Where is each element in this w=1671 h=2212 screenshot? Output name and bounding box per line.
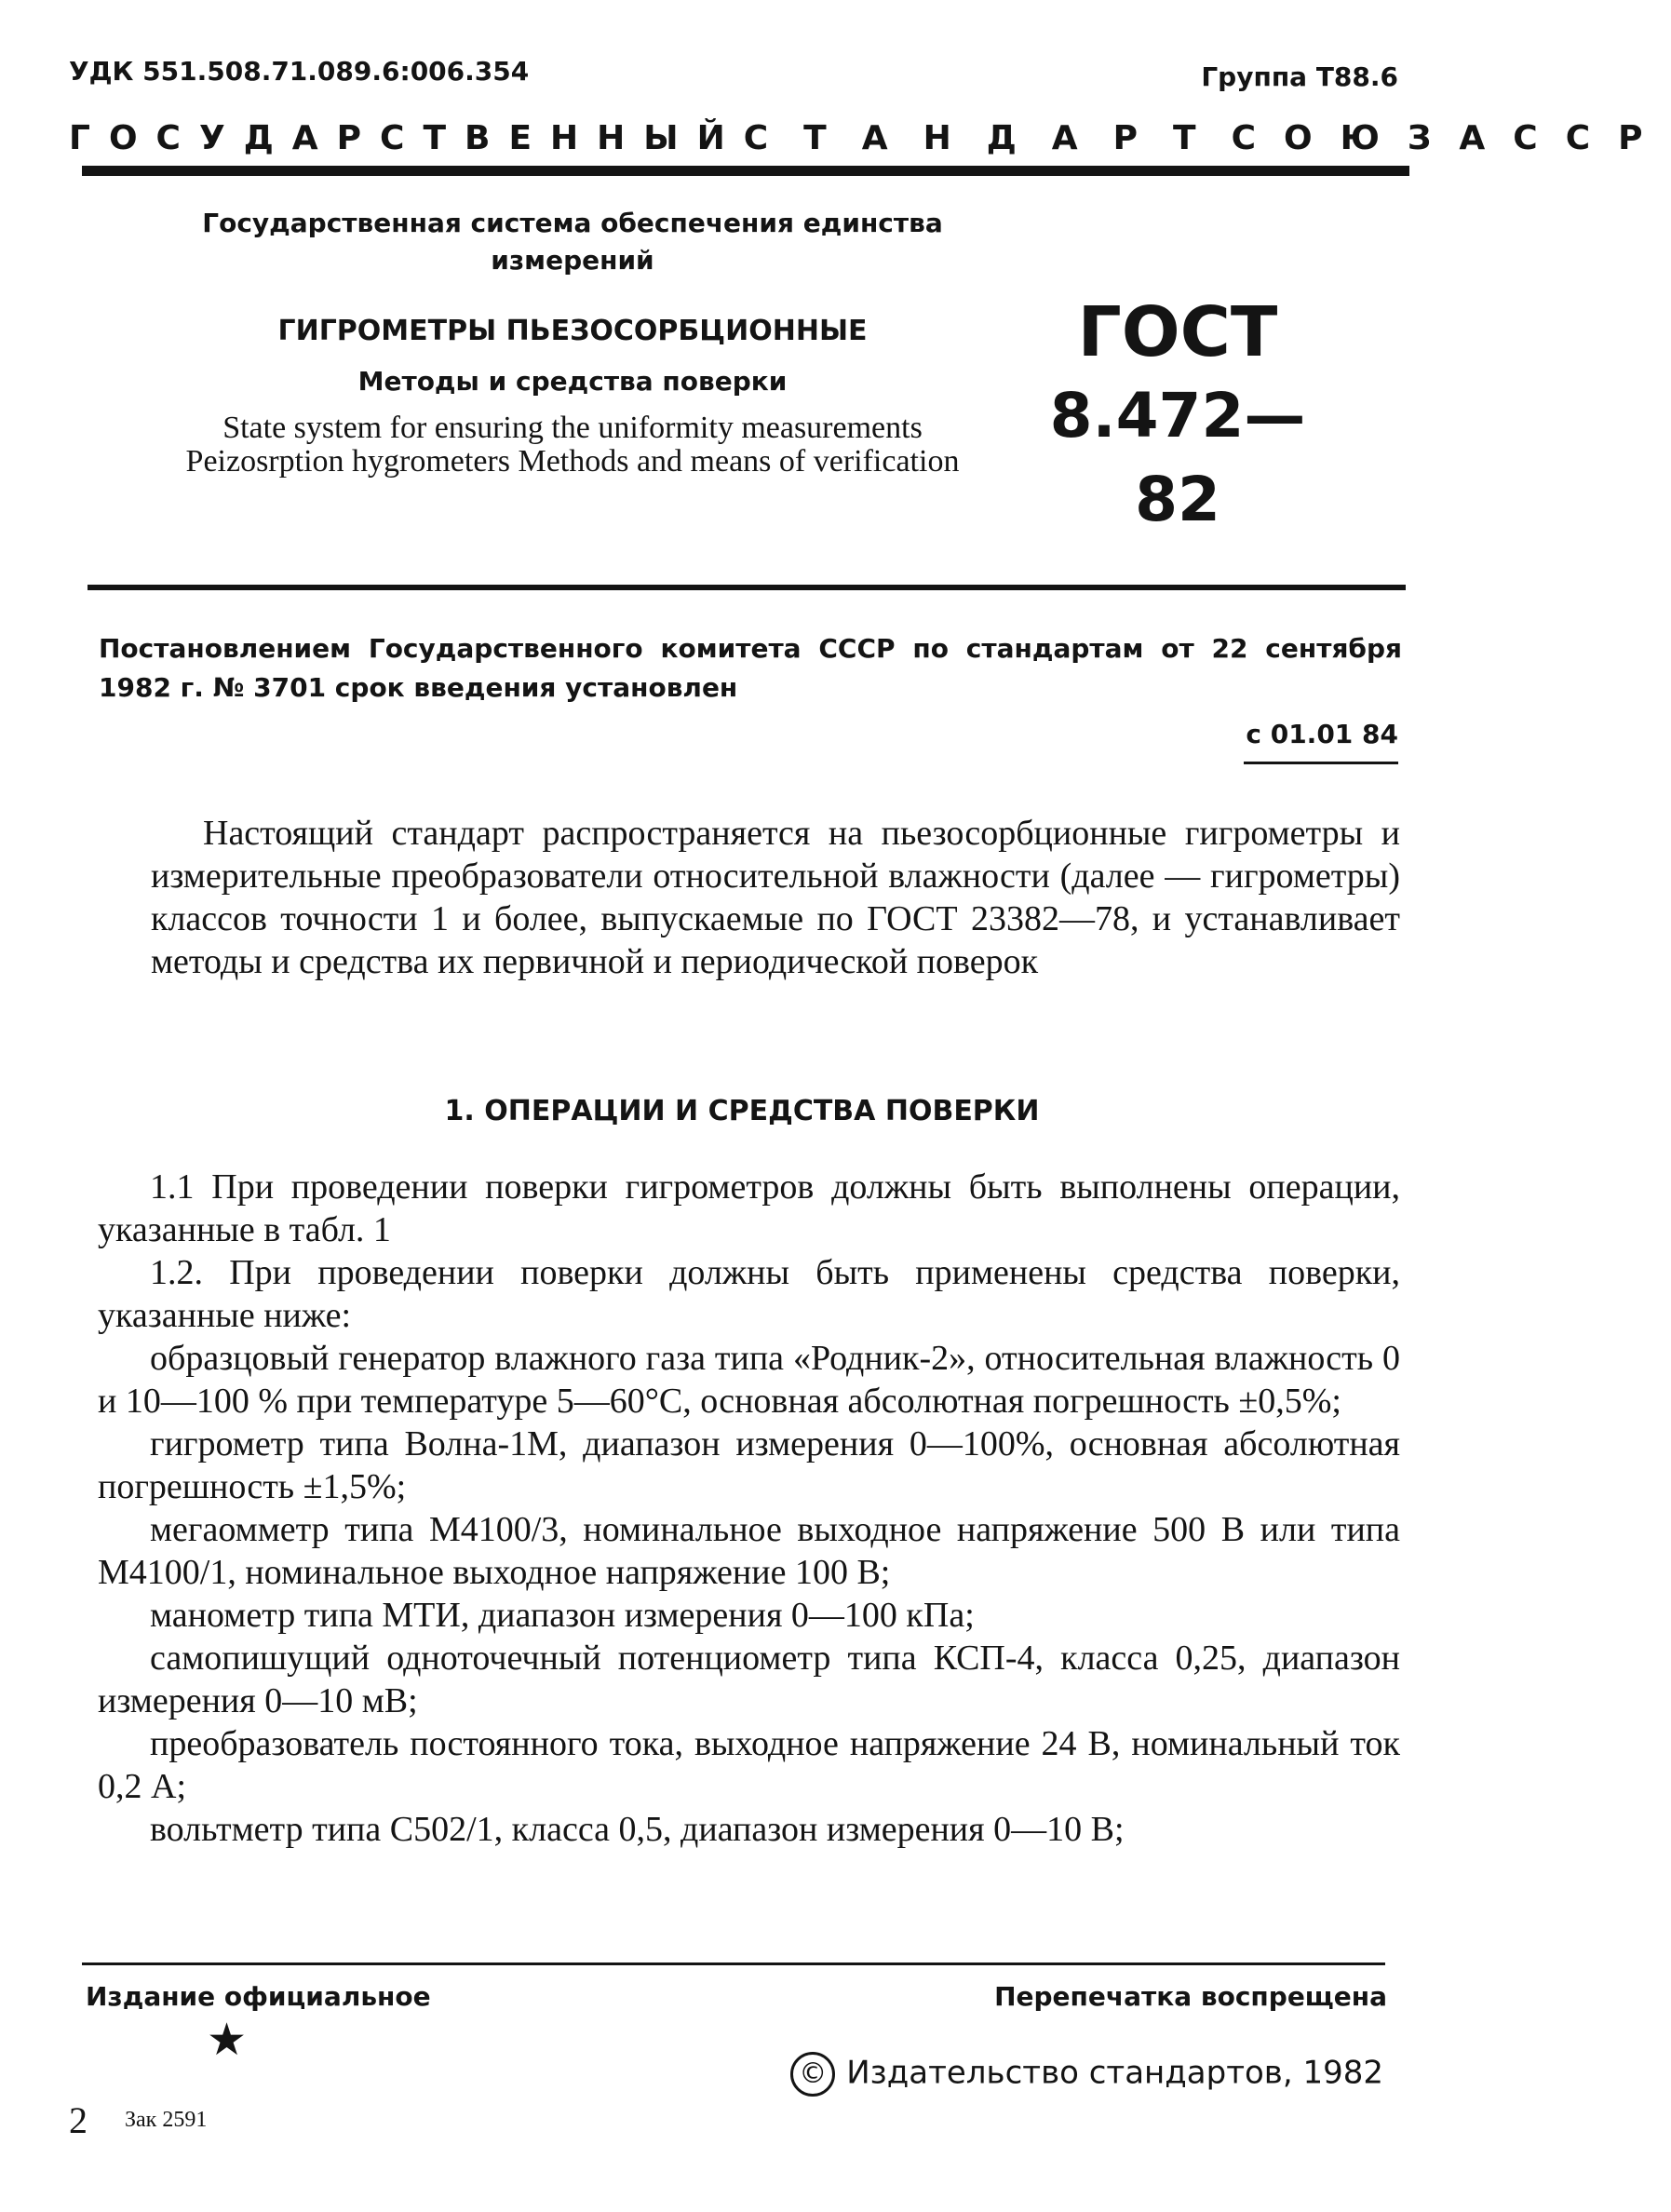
publisher-line — [790, 2052, 1383, 2097]
state-standard-banner — [69, 119, 1671, 157]
banner-word: СОЮЗА — [1231, 119, 1514, 157]
list-item: преобразователь постоянного тока, выходное напряжение 24 В, номинальный ток 0,2 А; — [98, 1724, 1400, 1806]
list-item: образцовый генератор влажного газа типа «Родник-2», относительная влажность 0 и 10—100 % при температуре 5—60°С, основная абсолютная погрешность ±0,5%; — [98, 1339, 1400, 1421]
decree-text: Постановлением Государственного комитета СССР по стандартам от 22 сентября 1982 г. № 3701 срок введения установлен — [99, 633, 1402, 703]
list-item: вольтметр типа С502/1, класса 0,5, диапазон измерения 0—10 В; — [150, 1810, 1125, 1849]
list-item: манометр типа МТИ, диапазон измерения 0—100 кПа; — [150, 1596, 975, 1635]
system-title: Государственная система обеспечения единства измерений — [202, 208, 943, 276]
official-edition-label: Издание официальное — [86, 1981, 431, 2012]
page-number: 2 — [69, 2099, 88, 2141]
group-code: Группа Т88.6 — [1201, 61, 1398, 92]
paragraph-1-1: 1.1 При проведении поверки гигрометров должны быть выполнены операции, указанные в табл. 1 — [98, 1167, 1400, 1249]
banner-word: ССР — [1513, 119, 1671, 157]
intro-paragraph: Настоящий стандарт распространяется на пьезосорбционные гигрометры и измерительные преобразователи относительной влажности (далее — гигрометры) классов точности 1 и более, выпускаемые по ГОСТ 23382—78, и устанавливает методы и средства их первичной и периодической поверок — [151, 814, 1400, 981]
gost-label: ГОСТ — [1077, 292, 1278, 372]
header-rule — [82, 166, 1409, 176]
paragraph-1-2: 1.2. При проведении поверки должны быть применены средства поверки, указанные ниже: — [98, 1253, 1400, 1335]
title-rule — [88, 585, 1406, 590]
date-underline — [1244, 762, 1398, 764]
gost-number: 8.472—82 — [1049, 380, 1306, 535]
list-item: самопишущий одноточечный потенциометр типа КСП-4, класса 0,25, диапазон измерения 0—10 мВ; — [98, 1639, 1400, 1720]
order-number: Зак 2591 — [125, 2108, 208, 2132]
list-item: мегаомметр типа М4100/3, номинальное выходное напряжение 500 В или типа М4100/1, номинальное выходное напряжение 100 В; — [98, 1510, 1400, 1592]
copyright-icon: © — [790, 2052, 835, 2097]
equipment-list — [98, 1337, 1400, 1851]
document-title: ГИГРОМЕТРЫ ПЬЕЗОСОРБЦИОННЫЕ — [277, 315, 868, 347]
footer-rule — [82, 1962, 1385, 1965]
effective-date: с 01.01 84 — [1246, 719, 1398, 749]
reprint-notice: Перепечатка воспрещена — [994, 1981, 1387, 2012]
gost-designation — [1024, 290, 1331, 542]
document-subtitle: Методы и средства поверки — [357, 366, 788, 397]
star-icon: ★ — [207, 2016, 248, 2065]
publisher-name: Издательство стандартов, 1982 — [846, 2054, 1383, 2092]
list-item: гигрометр типа Волна-1М, диапазон измерения 0—100%, основная абсолютная погрешность ±1,5%; — [98, 1424, 1400, 1506]
english-title: State system for ensuring the uniformity measurements Peizosrption hygrometers Methods and means of verification — [185, 411, 960, 479]
title-block — [168, 205, 977, 479]
section-heading: 1. ОПЕРАЦИИ И СРЕДСТВА ПОВЕРКИ — [444, 1095, 1040, 1127]
banner-word: ГОСУДАРСТВЕННЫЙ — [69, 119, 744, 157]
banner-word: СТАНДАРТ — [743, 119, 1232, 157]
udc-code: УДК 551.508.71.089.6:006.354 — [69, 56, 530, 87]
